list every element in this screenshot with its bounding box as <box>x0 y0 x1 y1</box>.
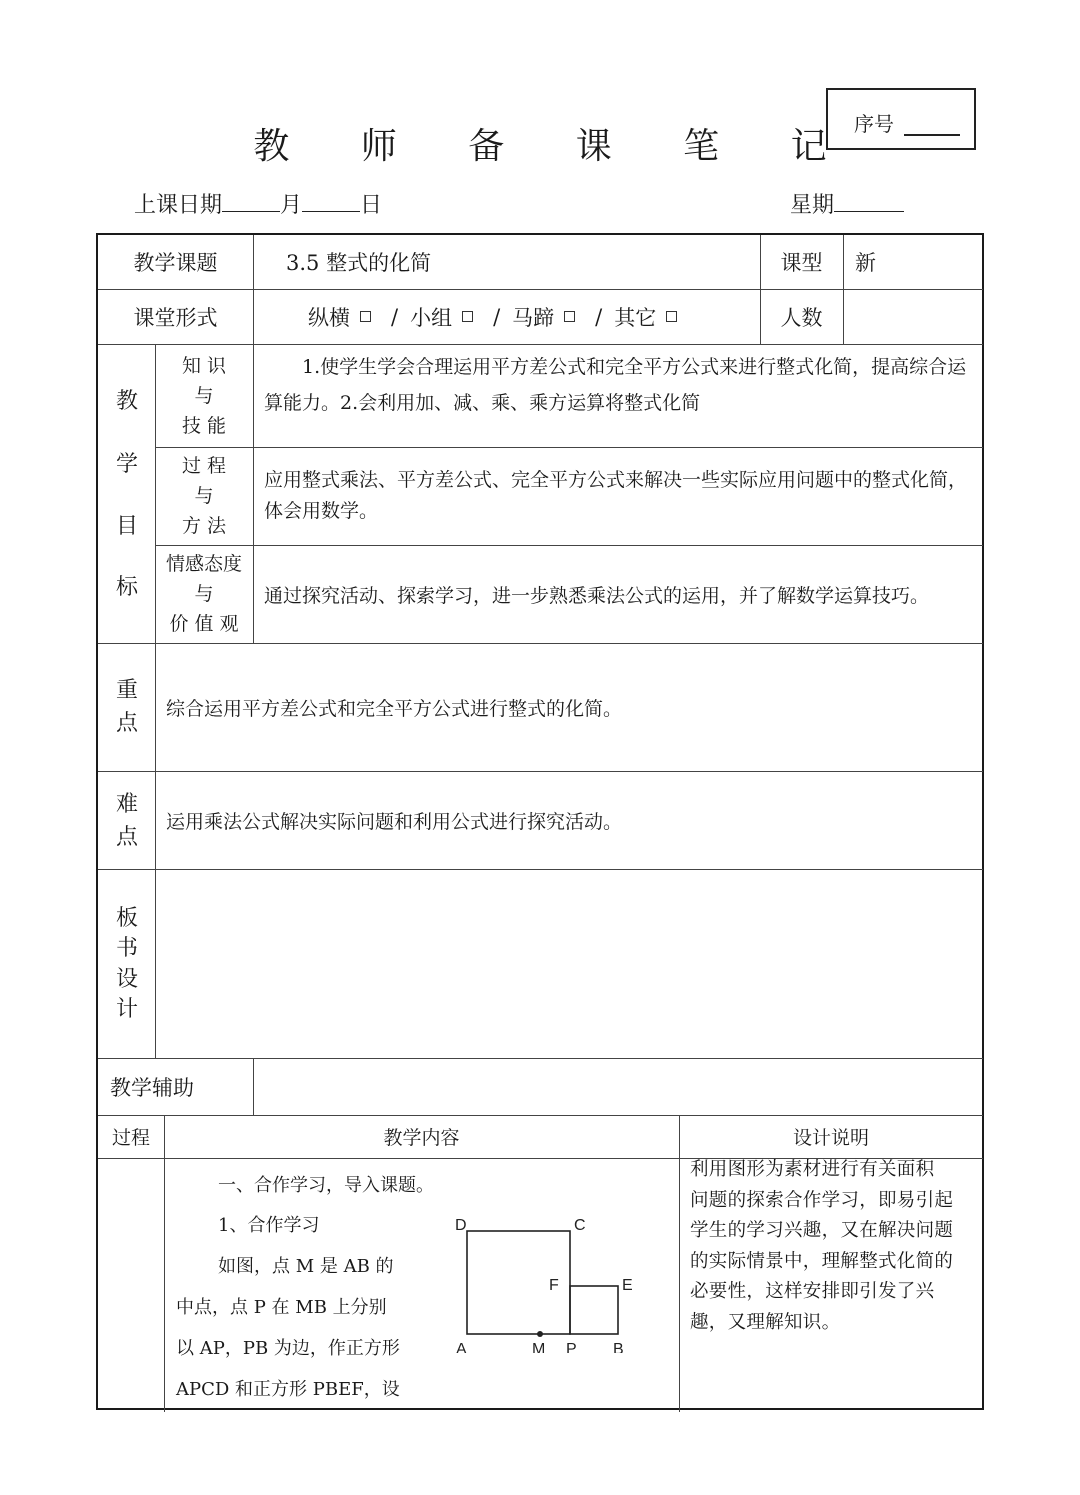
content-line-4: 中点，点 P 在 MB 上分别 <box>176 1297 387 1318</box>
emotion-label: 情感态度 与 价 值 观 <box>165 553 242 635</box>
serial-label: 序号 <box>854 112 894 136</box>
content-line-2: 1、合作学习 <box>218 1215 320 1236</box>
label-e: E <box>622 1277 633 1294</box>
serial-number-box <box>826 88 976 150</box>
checkbox-zongheng[interactable] <box>360 311 371 322</box>
option-zongheng: 纵横 <box>308 305 350 330</box>
label-c: C <box>574 1217 586 1234</box>
content-col-header: 教学内容 <box>383 1127 460 1149</box>
month-label: 月 <box>280 193 303 218</box>
design-note-line-3: 学生的学习兴趣，又在解决问题 <box>690 1220 954 1241</box>
class-date-line <box>134 188 382 219</box>
label-d: D <box>455 1217 467 1234</box>
design-col-header: 设计说明 <box>792 1127 869 1149</box>
goals-side-label-3: 目 <box>115 514 138 539</box>
content-line-6: APCD 和正方形 PBEF，设 <box>176 1379 400 1400</box>
process-col-header: 过程 <box>111 1127 150 1149</box>
key-point-text: 综合运用平方差公式和完全平方公式进行整式的化简。 <box>166 698 623 720</box>
design-note-line-2: 问题的探索合作学习，即易引起 <box>690 1189 954 1211</box>
label-f: F <box>549 1277 559 1294</box>
class-format-label: 课堂形式 <box>133 305 218 330</box>
knowledge-label: 知 识 与 技 能 <box>181 355 227 437</box>
weekday-label: 星期 <box>790 193 835 218</box>
option-other: 其它 <box>614 305 657 330</box>
label-p: P <box>566 1341 577 1353</box>
design-note-line-6: 趣，又理解知识。 <box>690 1311 841 1333</box>
checkbox-horseshoe[interactable] <box>564 311 575 322</box>
people-count-label: 人数 <box>780 305 823 330</box>
page-title: 教 师 备 课 笔 记 <box>253 126 857 167</box>
topic-value: 3.5 整式的化简 <box>286 251 432 275</box>
board-label-3: 设 <box>115 967 138 992</box>
topic-label: 教学课题 <box>133 251 218 275</box>
process-text: 应用整式乘法、平方差公式、完全平方公式来解决一些实际应用问题中的整式化简，体会用数学。 <box>264 469 968 522</box>
design-note-line-4: 的实际情景中，理解整式化简的 <box>690 1250 954 1272</box>
checkbox-group[interactable] <box>462 311 473 322</box>
day-label: 日 <box>360 193 383 218</box>
option-horseshoe: 马蹄 <box>512 305 555 330</box>
checkbox-other[interactable] <box>666 311 677 322</box>
key-point-label-1: 重 <box>115 678 138 703</box>
option-group: 小组 <box>410 305 453 330</box>
label-b: B <box>613 1341 624 1353</box>
design-note <box>690 1155 953 1338</box>
board-label-4: 计 <box>115 997 138 1022</box>
date-label: 上课日期 <box>134 193 223 218</box>
emotion-text: 通过探究活动、探索学习，进一步熟悉乘法公式的运用，并了解数学运算技巧。 <box>264 585 930 607</box>
goals-side-label-1: 教 <box>115 389 138 414</box>
serial-blank <box>904 134 960 136</box>
design-note-line-1: 利用图形为素材进行有关面积 <box>690 1159 935 1180</box>
design-note-line-5: 必要性，这样安排即引发了兴 <box>690 1281 935 1302</box>
weekday-blank <box>834 189 904 212</box>
knowledge-text: 1.使学生学会合理运用平方差公式和完全平方公式来进行整式化简，提高综合运算能力。2.会利用加、减、乘、乘方运算将整式化简 <box>264 356 967 414</box>
content-line-1: 一、合作学习，导入课题。 <box>218 1175 434 1196</box>
board-label-2: 书 <box>115 936 138 961</box>
lesson-type-value: 新 <box>855 251 876 275</box>
square-figure <box>453 1213 633 1353</box>
point-m <box>537 1331 543 1337</box>
class-format-options: 纵横 / 小组 / 马蹄 / 其它 <box>308 289 758 344</box>
lesson-plan-table <box>96 233 984 1410</box>
key-point-label-2: 点 <box>115 711 138 736</box>
content-line-3: 如图，点 M 是 AB 的 <box>218 1256 394 1277</box>
goals-side-label-2: 学 <box>115 452 138 477</box>
difficulty-label-1: 难 <box>115 792 138 817</box>
difficulty-text: 运用乘法公式解决实际问题和利用公式进行探究活动。 <box>166 811 623 833</box>
day-blank <box>302 189 360 212</box>
label-m: M <box>532 1341 546 1353</box>
label-a: A <box>456 1341 467 1353</box>
month-blank <box>222 189 280 212</box>
process-label: 过 程 与 方 法 <box>181 455 227 537</box>
lesson-type-label: 课型 <box>780 251 823 275</box>
content-line-5: 以 AP，PB 为边，作正方形 <box>176 1338 400 1359</box>
difficulty-label-2: 点 <box>115 825 138 850</box>
board-label-1: 板 <box>115 906 138 931</box>
weekday-line <box>790 188 904 219</box>
goals-side-label-4: 标 <box>115 575 138 600</box>
square-pbef <box>570 1286 618 1334</box>
teaching-aids-label: 教学辅助 <box>110 1075 194 1100</box>
